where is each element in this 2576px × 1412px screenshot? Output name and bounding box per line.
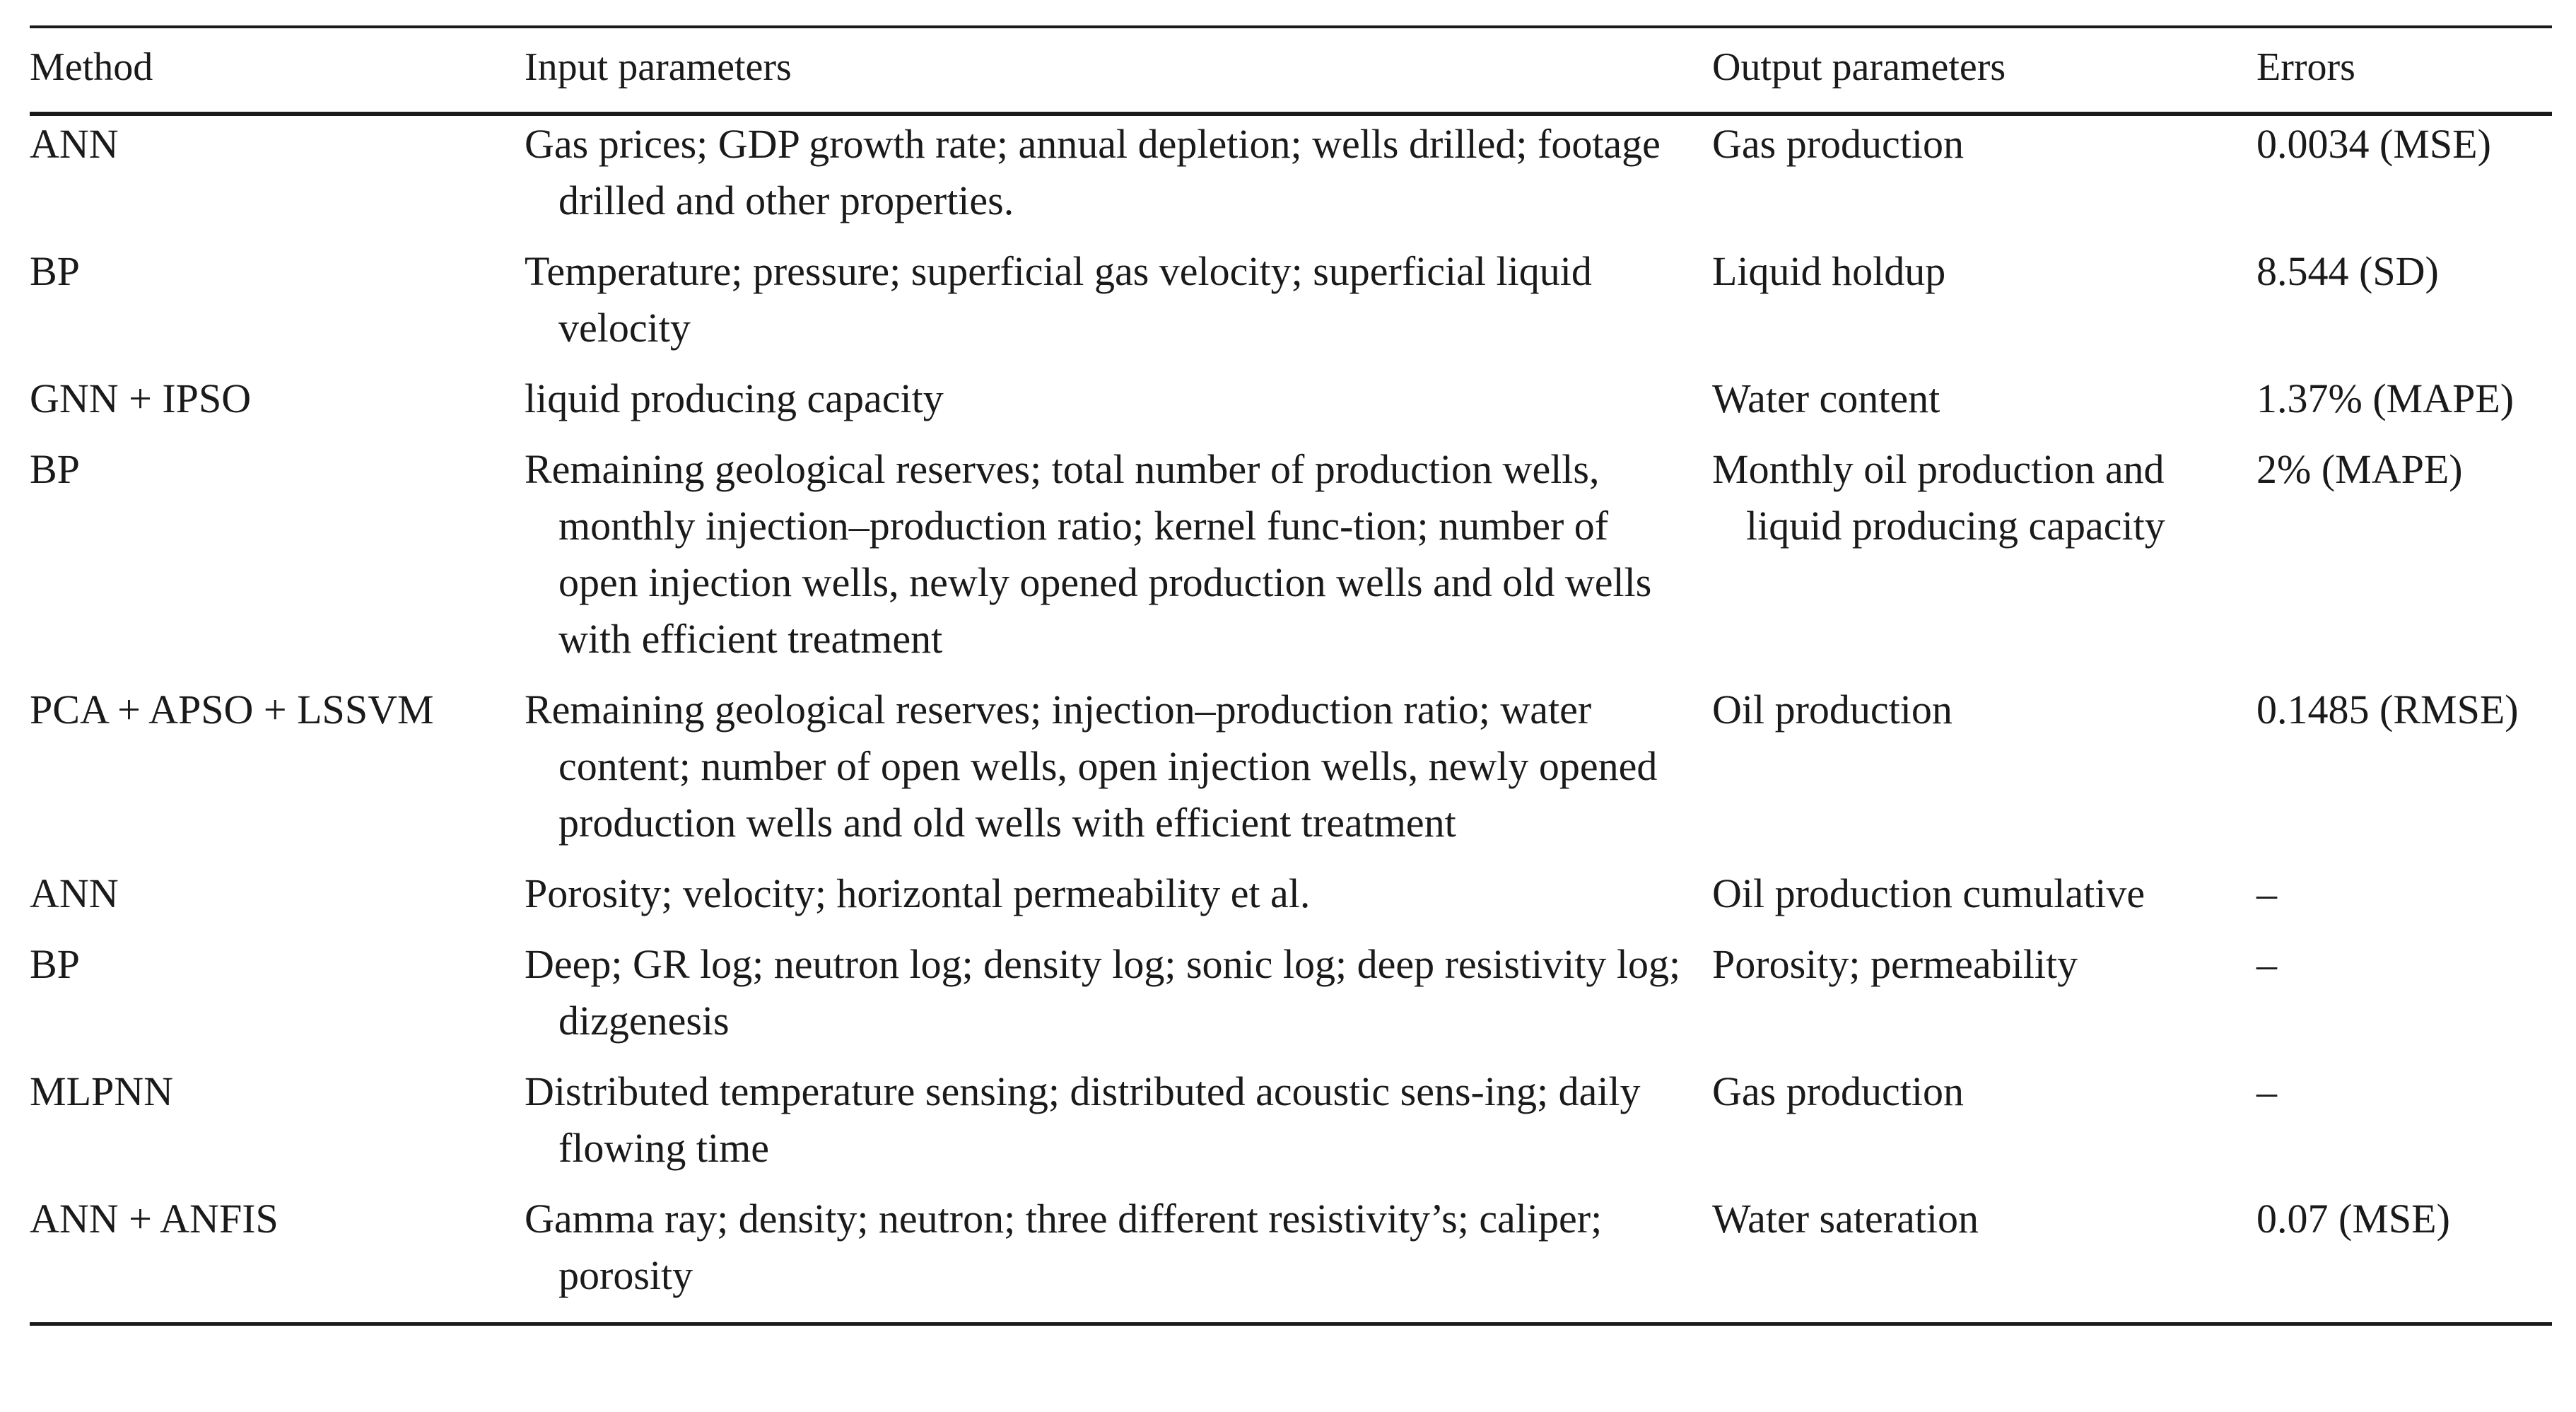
cell-output-parameters: Water sateration (1712, 1196, 1979, 1242)
cell-input-parameters: Porosity; velocity; horizontal permeability et al. (525, 870, 1311, 916)
cell-errors: 0.0034 (MSE) (2256, 121, 2491, 167)
table-row (30, 1063, 2552, 1191)
cell-errors: 8.544 (SD) (2256, 248, 2439, 294)
methods-comparison-table (30, 28, 2552, 1318)
header-input-parameters: Input parameters (525, 45, 792, 89)
header-output-parameters: Output parameters (1712, 45, 2006, 89)
cell-output-parameters: Porosity; permeability (1712, 941, 2078, 987)
cell-input-parameters: Remaining geological reserves; injection–production ratio; water content; number of open wells, open injection wells, newly opened production wells and old wells with efficient treatment (525, 687, 1658, 846)
cell-input-parameters: Temperature; pressure; superficial gas velocity; superficial liquid velocity (525, 248, 1592, 351)
cell-errors: – (2256, 870, 2277, 916)
cell-output-parameters: Oil production (1712, 687, 1953, 733)
cell-input-parameters: Distributed temperature sensing; distributed acoustic sens-ing; daily flowing time (525, 1068, 1641, 1171)
cell-output-parameters: Gas production (1712, 1068, 1964, 1114)
table-row (30, 682, 2552, 865)
cell-method: PCA + APSO + LSSVM (30, 687, 434, 733)
comparison-table-wrap (30, 25, 2552, 1326)
table-row (30, 1191, 2552, 1318)
table-row (30, 370, 2552, 441)
cell-input-parameters: Gas prices; GDP growth rate; annual depletion; wells drilled; footage drilled and other properties. (525, 121, 1661, 223)
cell-errors: 1.37% (MAPE) (2256, 375, 2514, 421)
cell-method: BP (30, 941, 80, 987)
cell-output-parameters: Water content (1712, 375, 1940, 421)
cell-method: GNN + IPSO (30, 375, 252, 421)
table-row (30, 865, 2552, 936)
cell-input-parameters: Remaining geological reserves; total number of production wells, monthly injection–production ratio; kernel func-tion; number of open injection wells, newly opened production wells and old wells with efficient treatment (525, 446, 1652, 662)
table-row (30, 243, 2552, 370)
table-header-row (30, 28, 2552, 112)
table-row (30, 936, 2552, 1063)
cell-errors: 0.07 (MSE) (2256, 1196, 2450, 1242)
cell-input-parameters: Gamma ray; density; neutron; three different resistivity’s; caliper; porosity (525, 1196, 1603, 1298)
cell-errors: 0.1485 (RMSE) (2256, 687, 2519, 733)
cell-method: MLPNN (30, 1068, 174, 1114)
cell-output-parameters: Oil production cumulative (1712, 870, 2145, 916)
cell-input-parameters: Deep; GR log; neutron log; density log; sonic log; deep resistivity log; dizgenesis (525, 941, 1681, 1044)
cell-method: ANN + ANFIS (30, 1196, 279, 1242)
header-errors: Errors (2256, 45, 2355, 89)
cell-method: BP (30, 248, 80, 294)
cell-errors: – (2256, 941, 2277, 987)
header-method: Method (30, 45, 153, 89)
cell-output-parameters: Gas production (1712, 121, 1964, 167)
cell-method: BP (30, 446, 80, 492)
cell-output-parameters: Monthly oil production and liquid producing capacity (1712, 446, 2165, 549)
table-row (30, 116, 2552, 243)
table-bottom-rule (30, 1322, 2552, 1326)
cell-input-parameters: liquid producing capacity (525, 375, 944, 421)
cell-method: ANN (30, 121, 119, 167)
cell-errors: – (2256, 1068, 2277, 1114)
cell-output-parameters: Liquid holdup (1712, 248, 1946, 294)
table-row (30, 441, 2552, 682)
cell-method: ANN (30, 870, 119, 916)
cell-errors: 2% (MAPE) (2256, 446, 2463, 492)
